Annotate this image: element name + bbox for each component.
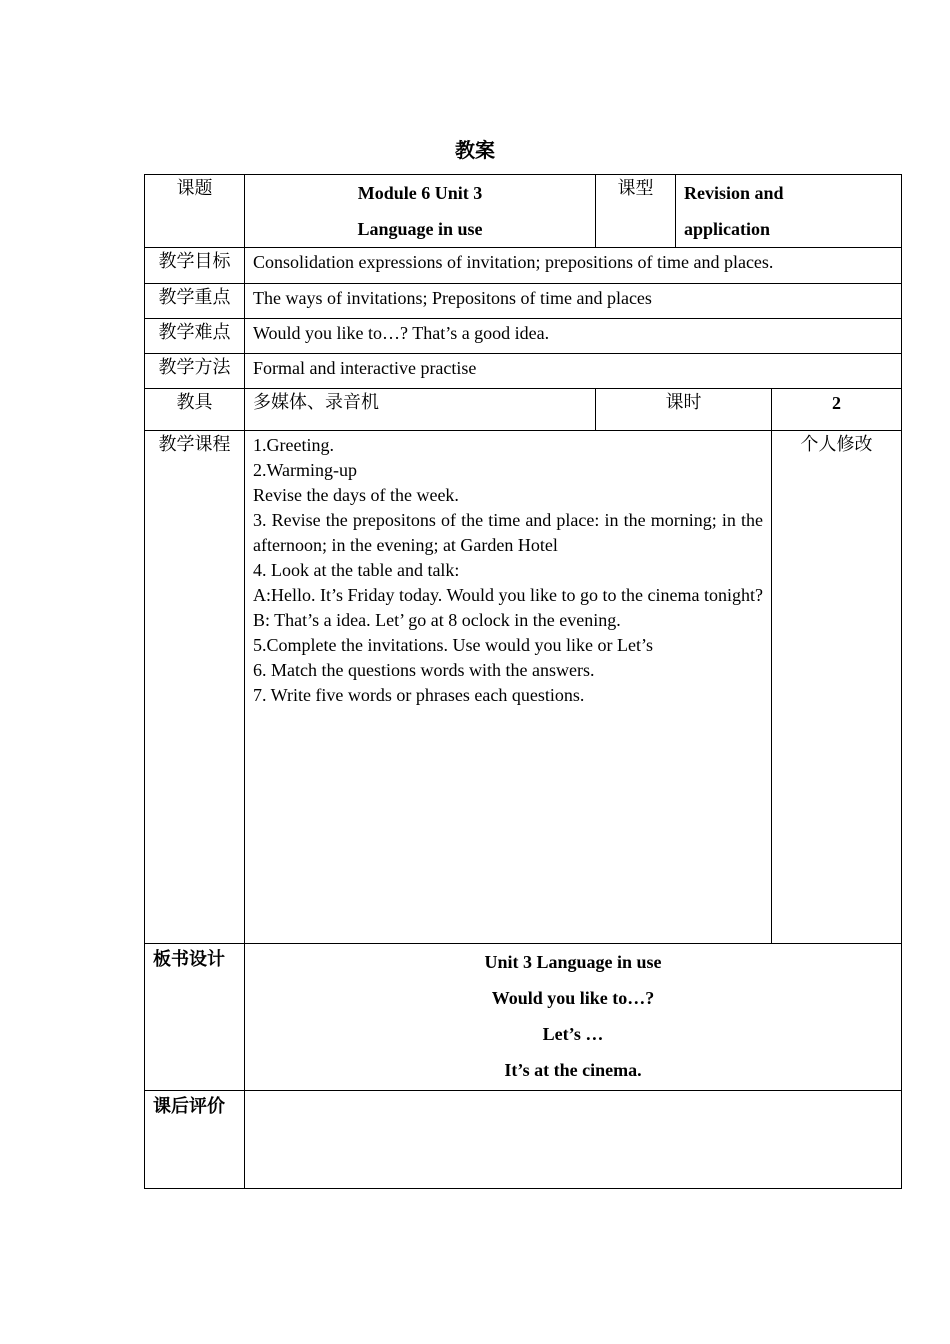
lesson-plan-table xyxy=(144,174,902,1189)
key-points-label: 教学重点 xyxy=(145,284,245,319)
process-step: 4. Look at the table and talk: xyxy=(253,560,460,580)
topic-label: 课题 xyxy=(145,175,245,248)
evaluation-label: 课后评价 xyxy=(145,1091,245,1189)
process-label: 教学课程 xyxy=(145,431,245,944)
key-points-value: The ways of invitations; Prepositons of time and places xyxy=(245,284,902,319)
board-line: Unit 3 Language in use xyxy=(484,952,662,972)
process-step: 7. Write five words or phrases each questions. xyxy=(253,685,585,705)
periods-value: 2 xyxy=(772,389,902,431)
board-line: Let’s … xyxy=(542,1024,604,1044)
difficulty-row xyxy=(145,319,902,354)
board-content xyxy=(245,944,902,1091)
process-step: 2.Warming-up xyxy=(253,460,358,480)
tools-label: 教具 xyxy=(145,389,245,431)
topic-line-2: Language in use xyxy=(357,219,483,239)
board-label: 板书设计 xyxy=(145,944,245,1091)
topic-row xyxy=(145,175,902,248)
topic-value xyxy=(245,175,596,248)
tools-row xyxy=(145,389,902,431)
tools-value: 多媒体、录音机 xyxy=(245,389,596,431)
process-step: 5.Complete the invitations. Use would you like or Let’s xyxy=(253,635,653,655)
personal-notes-label: 个人修改 xyxy=(772,431,902,944)
periods-label: 课时 xyxy=(596,389,772,431)
method-label: 教学方法 xyxy=(145,354,245,389)
process-step: 1.Greeting. xyxy=(253,435,334,455)
process-step: Revise the days of the week. xyxy=(253,485,459,505)
process-steps xyxy=(245,431,772,944)
difficulty-label: 教学难点 xyxy=(145,319,245,354)
objective-value: Consolidation expressions of invitation; prepositions of time and places. xyxy=(245,248,902,284)
type-line-2: application xyxy=(684,219,771,239)
process-step: B: That’s a idea. Let’ go at 8 oclock in the evening. xyxy=(253,610,621,630)
method-row xyxy=(145,354,902,389)
evaluation-value xyxy=(245,1091,902,1189)
board-line: It’s at the cinema. xyxy=(504,1060,642,1080)
process-step: 6. Match the questions words with the answers. xyxy=(253,660,595,680)
process-step: A:Hello. It’s Friday today. Would you like to go to the cinema tonight? xyxy=(253,585,763,605)
objective-label: 教学目标 xyxy=(145,248,245,284)
difficulty-value: Would you like to…? That’s a good idea. xyxy=(245,319,902,354)
topic-line-1: Module 6 Unit 3 xyxy=(357,183,483,203)
process-row xyxy=(145,431,902,944)
board-line: Would you like to…? xyxy=(491,988,655,1008)
process-step: 3. Revise the prepositons of the time and place: in the morning; in the afternoon; in the evening; at Garden Hotel xyxy=(253,510,763,555)
type-line-1: Revision and xyxy=(684,183,784,203)
board-row xyxy=(145,944,902,1091)
objective-row xyxy=(145,248,902,284)
method-value: Formal and interactive practise xyxy=(245,354,902,389)
evaluation-row xyxy=(145,1091,902,1189)
key-points-row xyxy=(145,284,902,319)
type-label: 课型 xyxy=(596,175,676,248)
type-value xyxy=(676,175,902,248)
document-title: 教案 xyxy=(455,138,495,162)
